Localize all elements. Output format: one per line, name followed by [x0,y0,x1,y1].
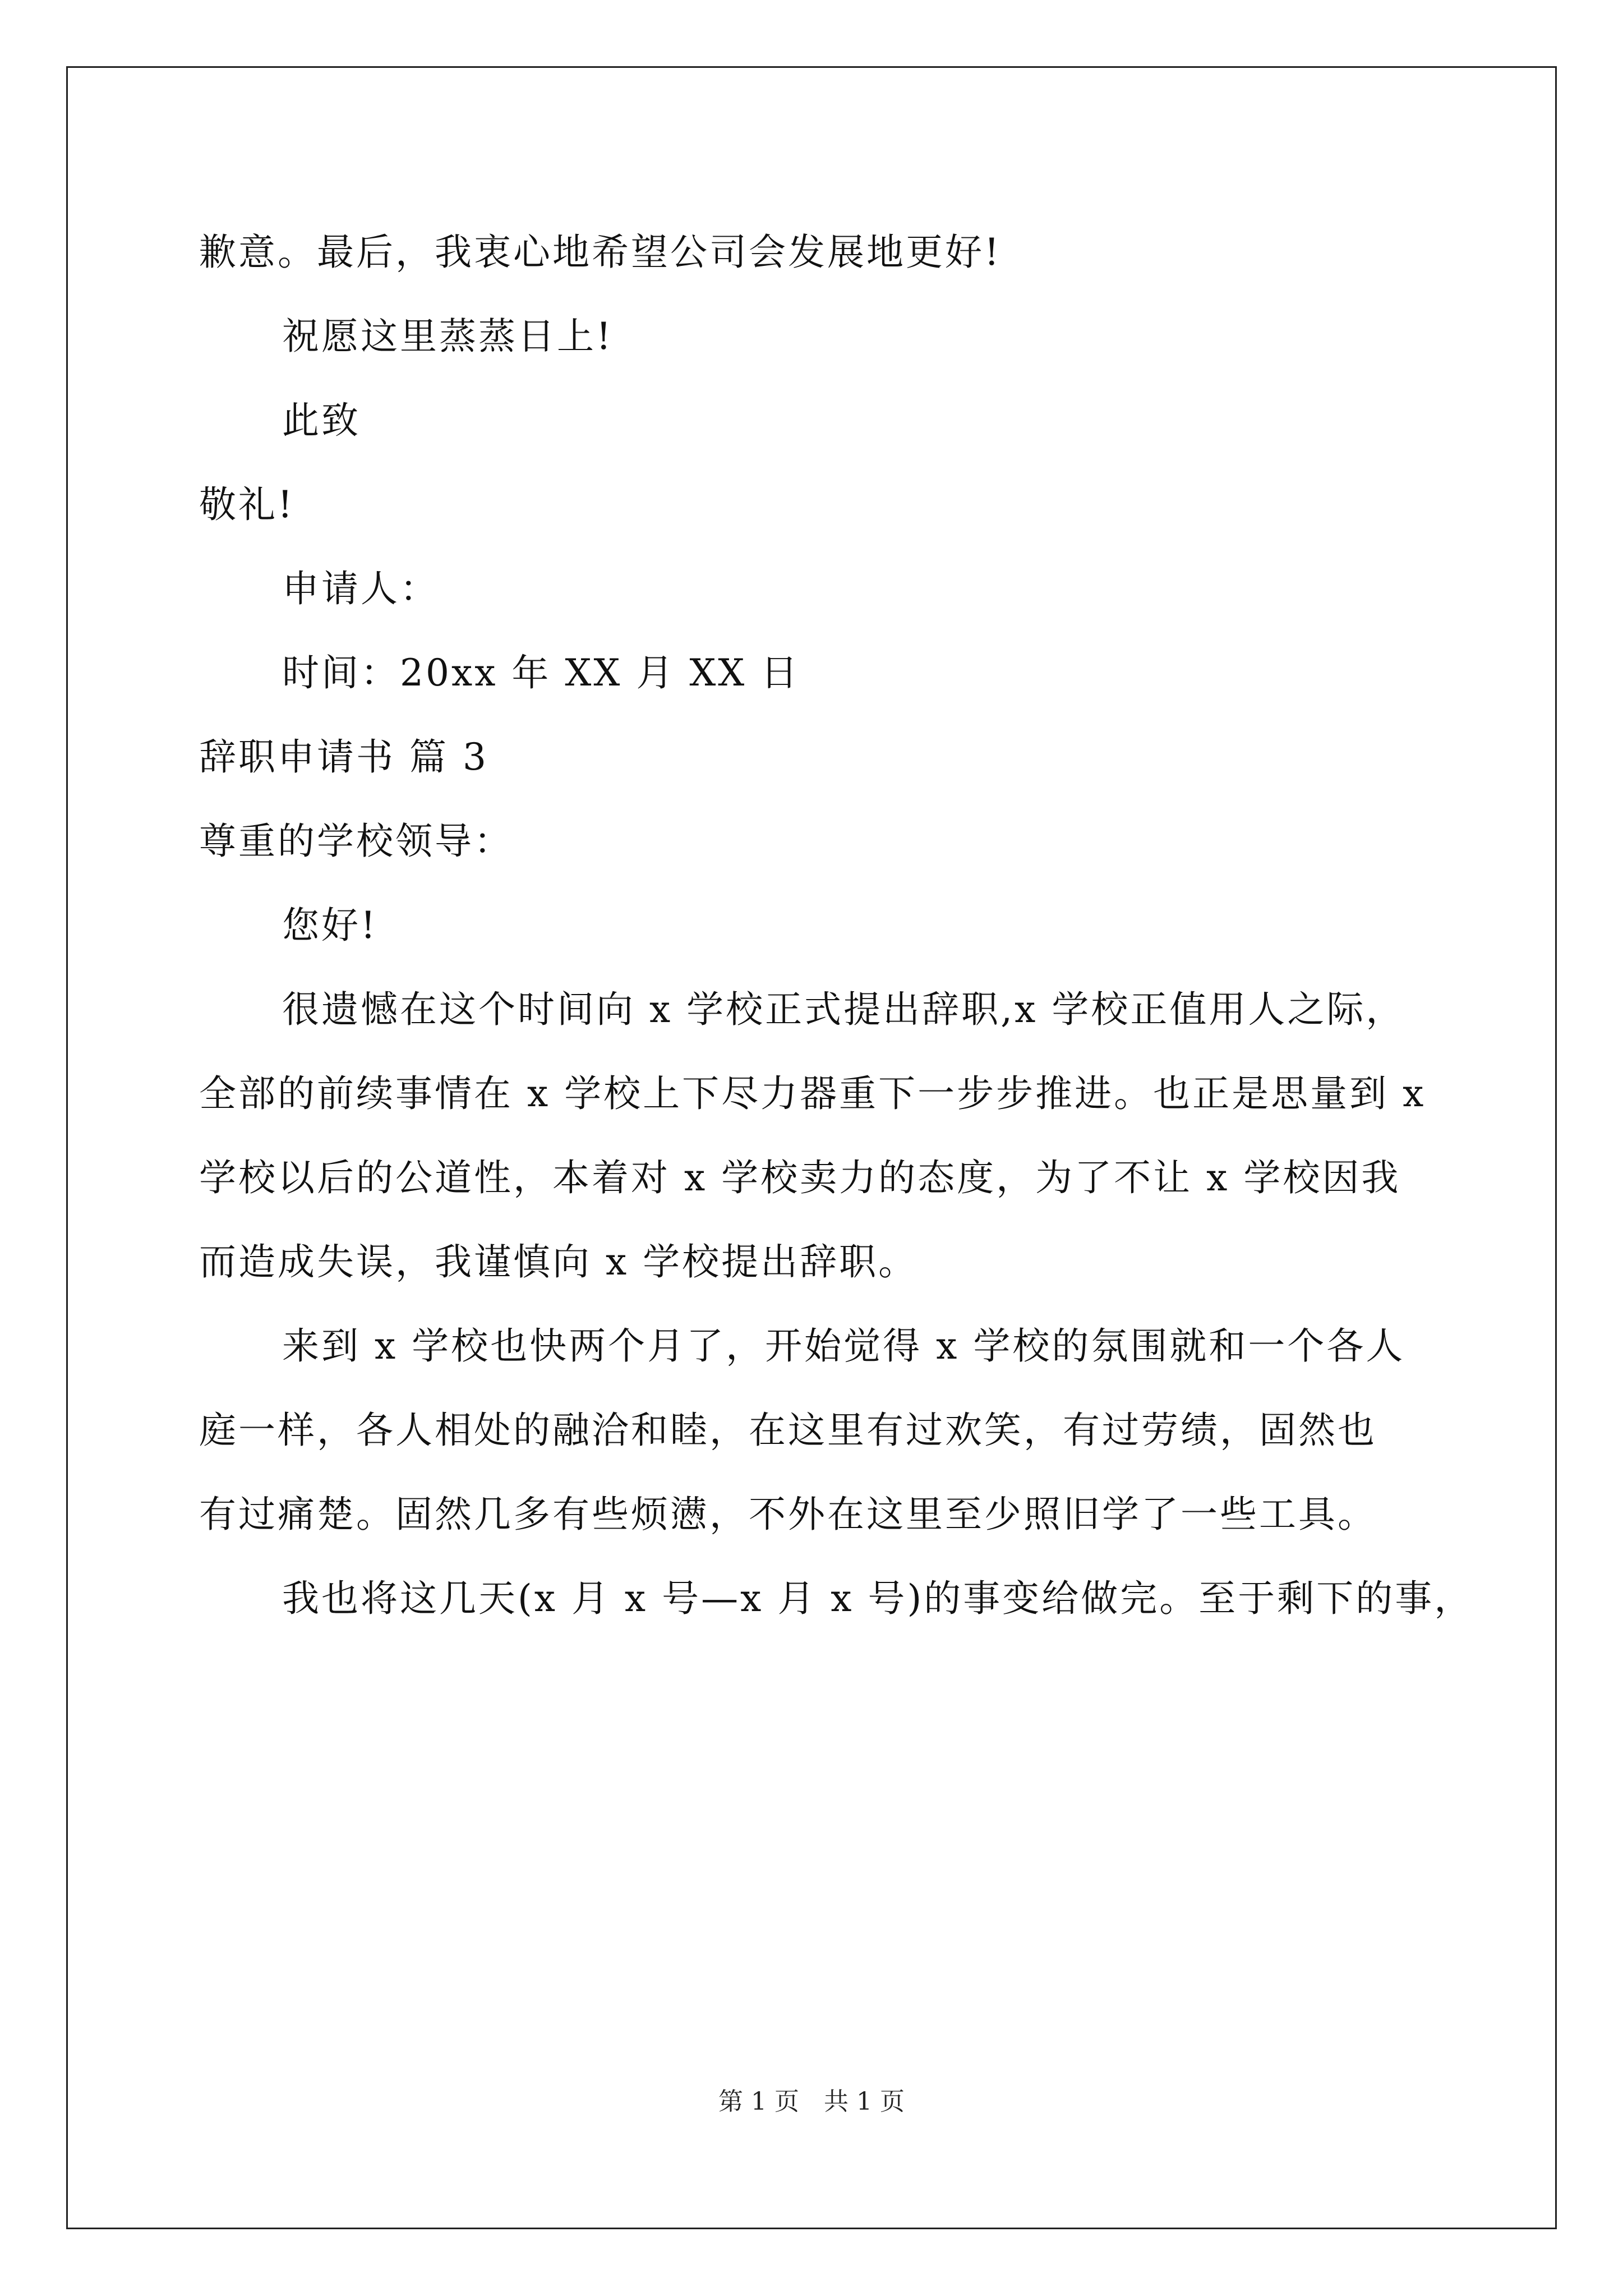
paragraph-line: 很遗憾在这个时间向 x 学校正式提出辞职,x 学校正值用人之际， [282,988,1405,1031]
text-line: 敬礼! [199,483,295,526]
page-footer: 第 1 页 共 1 页 [718,2087,905,2116]
text-line: 歉意。最后，我衷心地希望公司会发展地更好! [199,231,1002,274]
text-line: 申请人： [282,567,439,610]
paragraph-line: 而造成失误，我谨慎向 x 学校提出辞职。 [199,1240,918,1283]
text-line: 时间：20xx 年 XX 月 XX 日 [282,651,800,694]
paragraph-line: 全部的前续事情在 x 学校上下尽力器重下一步步推进。也正是思量到 x [199,1072,1426,1115]
paragraph-line: 庭一样，各人相处的融洽和睦，在这里有过欢笑，有过劳绩，固然也 [199,1409,1377,1452]
page-border [66,66,1557,2229]
greeting: 您好! [282,904,378,947]
salutation: 尊重的学校领导： [199,820,513,863]
text-line: 祝愿这里蒸蒸日上! [282,315,614,358]
paragraph-line: 学校以后的公道性，本着对 x 学校卖力的态度，为了不让 x 学校因我 [199,1156,1401,1199]
paragraph-line: 有过痛楚。固然几多有些烦懑，不外在这里至少照旧学了一些工具。 [199,1493,1377,1536]
section-heading: 辞职申请书 篇 3 [199,735,488,779]
paragraph-line: 来到 x 学校也快两个月了，开始觉得 x 学校的氛围就和一个各人 [282,1324,1405,1368]
paragraph-line: 我也将这几天(x 月 x 号—x 月 x 号)的事变给做完。至于剩下的事， [282,1577,1474,1620]
text-line: 此致 [282,399,361,442]
